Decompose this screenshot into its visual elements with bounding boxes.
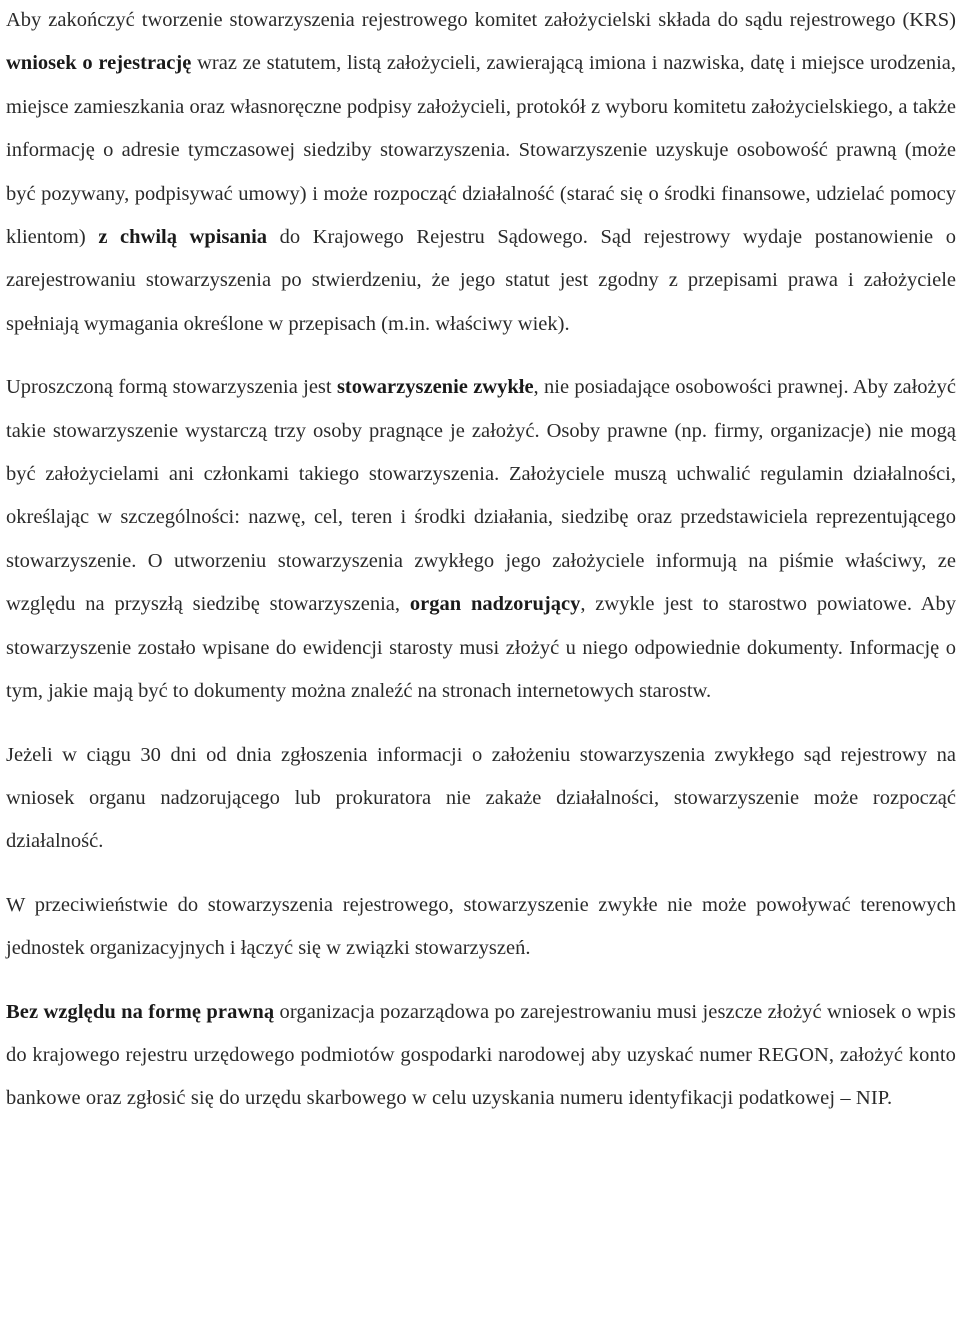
paragraph-registration (6, 0, 956, 346)
bold-run: Bez względu na formę prawną (6, 1000, 275, 1023)
paragraph-30-days (6, 734, 956, 864)
paragraph-contrast (6, 884, 956, 971)
paragraph-simple-association (6, 366, 956, 713)
text-run: organizacja pozarządowa po zarejestrowaniu musi jeszcze złożyć wniosek o wpis do krajowego rejestru urzędowego podmiotów gospodarki narodowej aby uzyskać numer REGON, założyć konto bankowe oraz zgłosić się do urzędu skarbowego w celu uzyskania numeru identyfikacji podatkowej – NIP. (6, 1000, 956, 1110)
bold-run: z chwilą wpisania (98, 226, 268, 249)
text-run: , zwykle jest to starostwo powiatowe. Aby stowarzyszenie zostało wpisane do ewidencji starosty musi złożyć u niego odpowiednie dokumenty. Informację o tym, jakie mają być to dokumenty można znaleźć na stronach internetowych starostw. (6, 593, 957, 703)
bold-run: wniosek o rejestrację (6, 52, 192, 75)
text-run: Jeżeli w ciągu 30 dni od dnia zgłoszenia informacji o założeniu stowarzyszenia zwykłego sąd rejestrowy na wniosek organu nadzorującego lub prokuratora nie zakaże działalności, stowarzyszenie może rozpocząć działalność. (6, 743, 956, 853)
text-run: Uproszczoną formą stowarzyszenia jest (6, 376, 337, 399)
text-run: Aby zakończyć tworzenie stowarzyszenia rejestrowego komitet założycielski składa do sądu rejestrowego (KRS) (6, 9, 956, 31)
document-body (6, 0, 956, 1121)
bold-run: organ nadzorujący (409, 593, 581, 616)
bold-run: stowarzyszenie zwykłe (336, 376, 534, 399)
text-run: , nie posiadające osobowości prawnej. Aby założyć takie stowarzyszenie wystarczą trzy osoby pragnące je założyć. Osoby prawne (np. firmy, organizacje) nie mogą być założycielami ani członkami takiego stowarzyszenia. Założyciele muszą uchwalić regulamin działalności, określając w szczególności: nazwę, cel, teren i środki działania, siedzibę oraz przedstawiciela reprezentującego stowarzyszenie. O utworzeniu stowarzyszenia zwykłego jego założyciele informują na piśmie właściwy, ze względu na przyszłą siedzibę stowarzyszenia, (6, 376, 956, 616)
paragraph-regon-nip (6, 991, 956, 1121)
text-run: wraz ze statutem, listą założycieli, zawierającą imiona i nazwiska, datę i miejsce urodzenia, miejsce zamieszkania oraz własnoręczne podpisy założycieli, protokół z wyboru komitetu założycielskiego, a także informację o adresie tymczasowej siedziby stowarzyszenia. Stowarzyszenie uzyskuje osobowość prawną (może być pozywany, podpisywać umowy) i może rozpocząć działalność (starać się o środki finansowe, udzielać pomocy klientom) (6, 52, 956, 249)
text-run: W przeciwieństwie do stowarzyszenia rejestrowego, stowarzyszenie zwykłe nie może powoływać terenowych jednostek organizacyjnych i łączyć się w związki stowarzyszeń. (6, 893, 956, 960)
text-run: do Krajowego Rejestru Sądowego. Sąd rejestrowy wydaje postanowienie o zarejestrowaniu stowarzyszenia po stwierdzeniu, że jego statut jest zgodny z przepisami prawa i założyciele spełniają wymagania określone w przepisach (m.in. właściwy wiek). (6, 226, 956, 335)
